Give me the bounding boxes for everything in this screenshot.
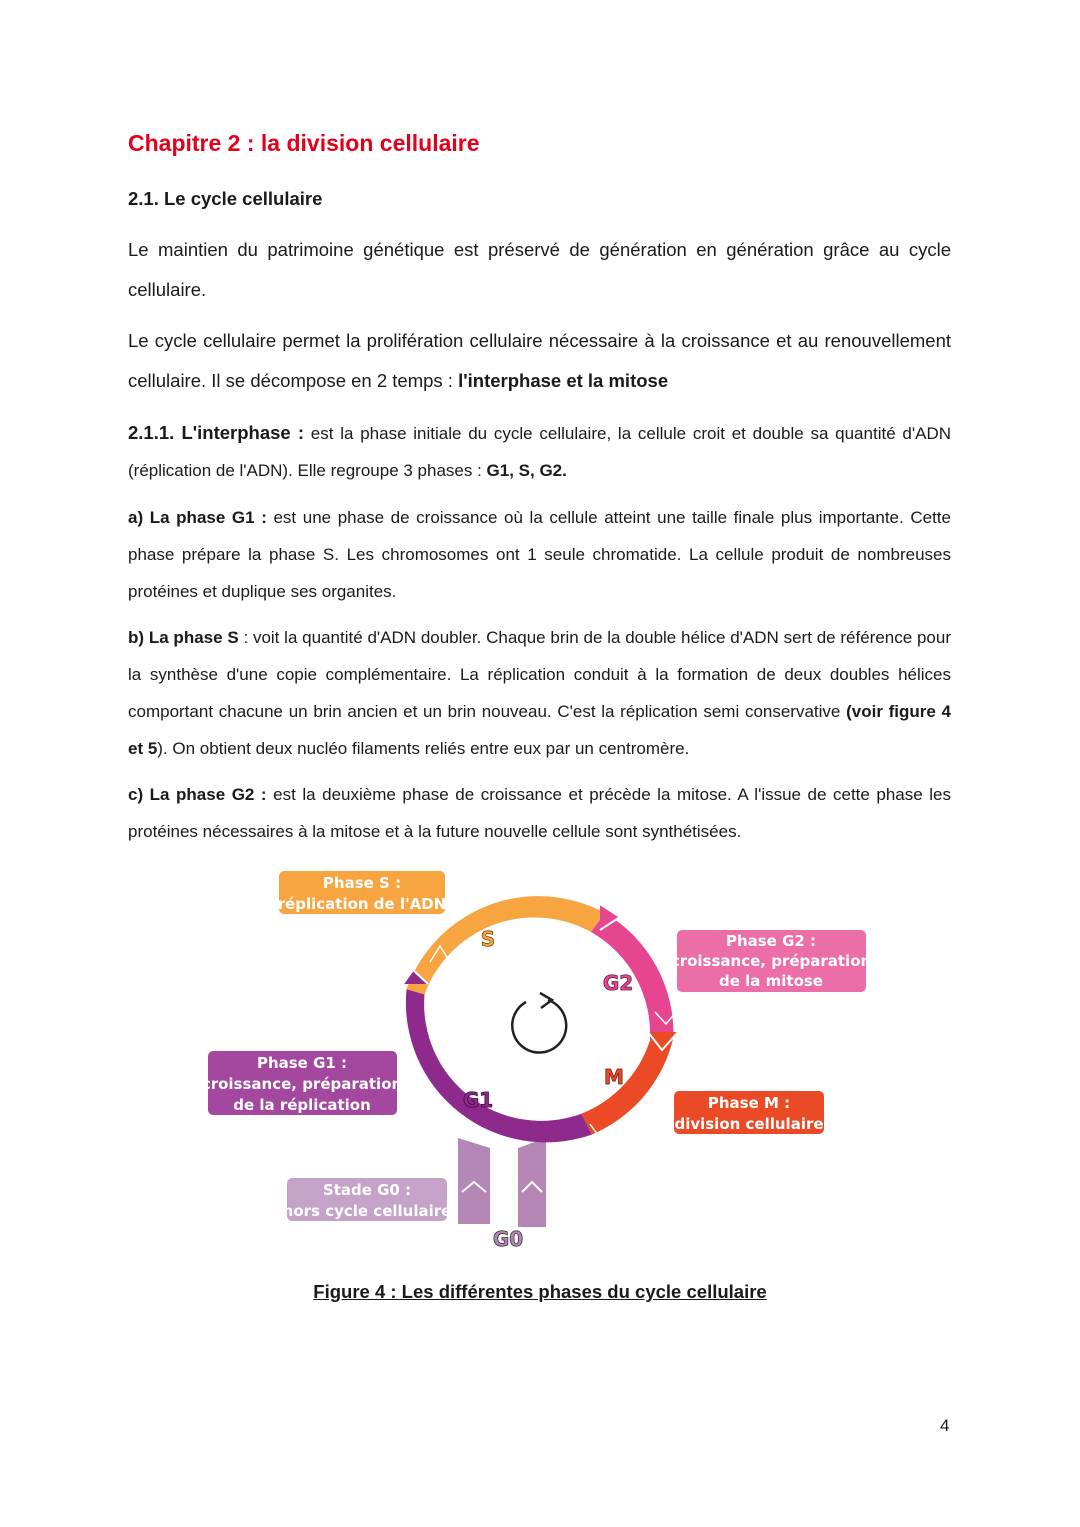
box-phase-g1-line: Phase G1 : xyxy=(256,1054,348,1072)
interphase-phases: G1, S, G2. xyxy=(486,461,567,480)
intro-paragraph: Le maintien du patrimoine génétique est préservé de génération en génération grâce au cycle cellulaire. xyxy=(128,239,951,300)
chapter-title: Chapitre 2 : la division cellulaire xyxy=(128,130,480,156)
phase-s-paragraph xyxy=(128,619,951,767)
label-g2: G2 xyxy=(602,971,634,995)
label-g1: G1 xyxy=(462,1088,494,1112)
cycle-arrow-icon xyxy=(512,1000,566,1053)
phase-s-text-end: ). On obtient deux nucléo filaments reliés entre eux par un centromère. xyxy=(157,739,690,758)
phase-g1-heading: a) La phase G1 : xyxy=(128,508,267,527)
box-stade-g0-line: hors cycle cellulaire xyxy=(282,1202,452,1220)
interphase-heading: 2.1.1. L'interphase : xyxy=(128,422,305,443)
box-phase-m-line: Phase M : xyxy=(707,1094,791,1112)
box-phase-g1-line: de la réplication xyxy=(233,1096,371,1114)
phase-g1-paragraph xyxy=(128,499,951,610)
box-phase-m-line: division cellulaire xyxy=(674,1115,824,1133)
box-phase-g2-line: Phase G2 : xyxy=(725,932,817,950)
page-number: 4 xyxy=(940,1416,950,1435)
cycle-arrow-head-icon xyxy=(540,993,552,1008)
phase-g2-paragraph xyxy=(128,776,951,850)
box-phase-s-line: Phase S : xyxy=(322,874,402,892)
phase-g2-text: est la deuxième phase de croissance et précède la mitose. A l'issue de cette phase les protéines nécessaires à la mitose et à la future nouvelle cellule sont synthétisées. xyxy=(128,785,951,841)
label-g0: G0 xyxy=(492,1227,524,1251)
label-s: S xyxy=(480,927,496,951)
section-title: 2.1. Le cycle cellulaire xyxy=(128,188,323,209)
cell-cycle-diagram xyxy=(200,862,880,1262)
cycle-bold: l'interphase et la mitose xyxy=(458,370,669,391)
phase-g1-text: est une phase de croissance où la cellule atteint une taille finale plus importante. Cette phase prépare la phase S. Les chromosomes ont 1 seule chromatide. La cellule produit de nombreuses protéines et duplique ses organites. xyxy=(128,508,951,601)
cycle-text: Le cycle cellulaire permet la prolifération cellulaire nécessaire à la croissance et au renouvellement cellulaire. Il se décompose en 2 temps : xyxy=(128,330,951,391)
cycle-paragraph xyxy=(128,321,951,401)
ring-segment-m xyxy=(581,1038,673,1135)
phase-g2-heading: c) La phase G2 : xyxy=(128,785,267,804)
box-phase-s-line: réplication de l'ADN xyxy=(277,895,447,913)
interphase-paragraph xyxy=(128,414,951,489)
box-phase-g2-line: de la mitose xyxy=(719,972,823,990)
figure-caption: Figure 4 : Les différentes phases du cycle cellulaire xyxy=(313,1281,767,1302)
interphase-text: est la phase initiale du cycle cellulaire, la cellule croit et double sa quantité d'ADN (réplication de l'ADN). Elle regroupe 3 phases : xyxy=(128,424,951,480)
phase-s-heading: b) La phase S xyxy=(128,628,239,647)
phase-s-ref: (voir figure 4 et 5 xyxy=(128,702,952,758)
box-phase-g2-line: croissance, préparation xyxy=(670,952,872,970)
label-m: M xyxy=(604,1065,624,1089)
box-stade-g0-line: Stade G0 : xyxy=(322,1181,412,1199)
box-phase-g1-line: croissance, préparation xyxy=(201,1075,403,1093)
phase-s-text: : voit la quantité d'ADN doubler. Chaque brin de la double hélice d'ADN sert de référence pour la synthèse d'une copie complémentaire. La réplication conduit à la formation de deux doubles hélices comportant chacune un brin ancien et un brin nouveau. C'est la réplication semi conservative xyxy=(128,628,952,721)
